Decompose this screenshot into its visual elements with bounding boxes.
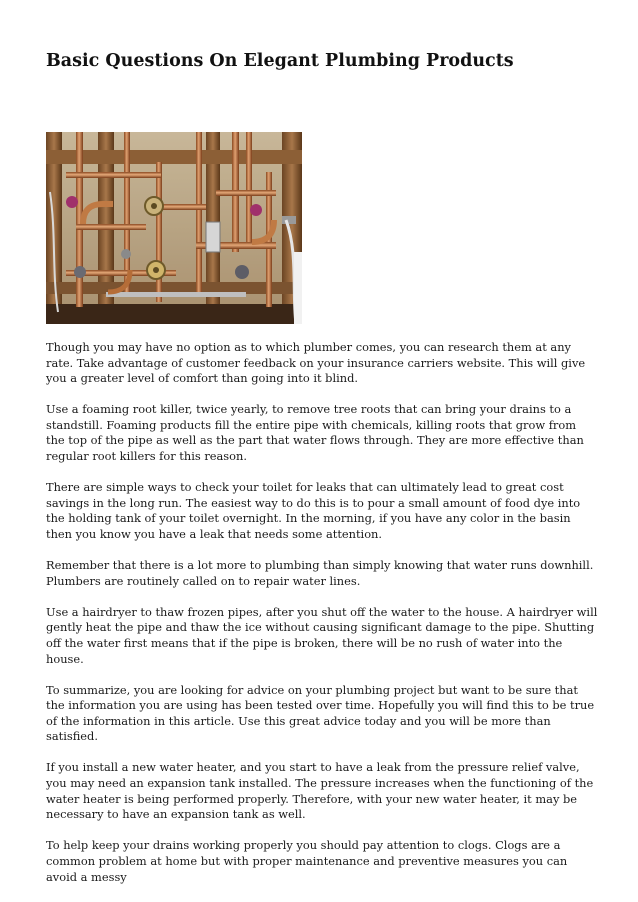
paragraph: Use a foaming root killer, twice yearly, to remove tree roots that can bring your drains to a standstill. Foaming products fill the entire pipe with chemicals, killing roots that grow from the top of the pipe as well as the part that water flows through. They are more effective than regular root killers for this reason.: [46, 402, 584, 464]
paragraph: Though you may have no option as to which plumber comes, you can research them at any rate. Take advantage of customer feedback on your insurance carriers website. This will give you a greater level of comfort than going into it blind.: [46, 340, 586, 386]
page-title: Basic Questions On Elegant Plumbing Products: [46, 51, 514, 71]
paragraph: There are simple ways to check your toilet for leaks that can ultimately lead to great cost savings in the long run. The easiest way to do this is to pour a small amount of food dye into the holding tank of your toilet overnight. In the morning, if you have any color in the basin then you know you have a leak that needs some attention.: [46, 480, 581, 541]
paragraph: To help keep your drains working properly you should pay attention to clogs. Clogs are a common problem at home but with proper maintenance and preventive measures you can avoid a messy: [46, 838, 568, 884]
paragraph: Remember that there is a lot more to plumbing than simply knowing that water runs downhill. Plumbers are routinely called on to repair water lines.: [46, 558, 594, 588]
paragraph: If you install a new water heater, and you start to have a leak from the pressure relief valve, you may need an expansion tank installed. The pressure increases when the functioning of the water heater is being performed properly. Therefore, with your new water heater, it may be necessary to have an expansion tank as well.: [46, 760, 594, 822]
paragraph: Use a hairdryer to thaw frozen pipes, after you shut off the water to the house. A hairdryer will gently heat the pipe and thaw the ice without causing significant damage to the pipe. Shutting off the water first means that if the pipe is broken, there will be no rush of water into the house.: [46, 604, 598, 666]
paragraph: To summarize, you are looking for advice on your plumbing project but want to be sure that the information you are using has been tested over time. Hopefully you will find this to be true of the information in this article. Use this great advice today and you will be more than satisfied.: [46, 682, 595, 744]
copper-plumbing-pipes-photo: [46, 132, 302, 324]
article-body: [46, 340, 598, 901]
